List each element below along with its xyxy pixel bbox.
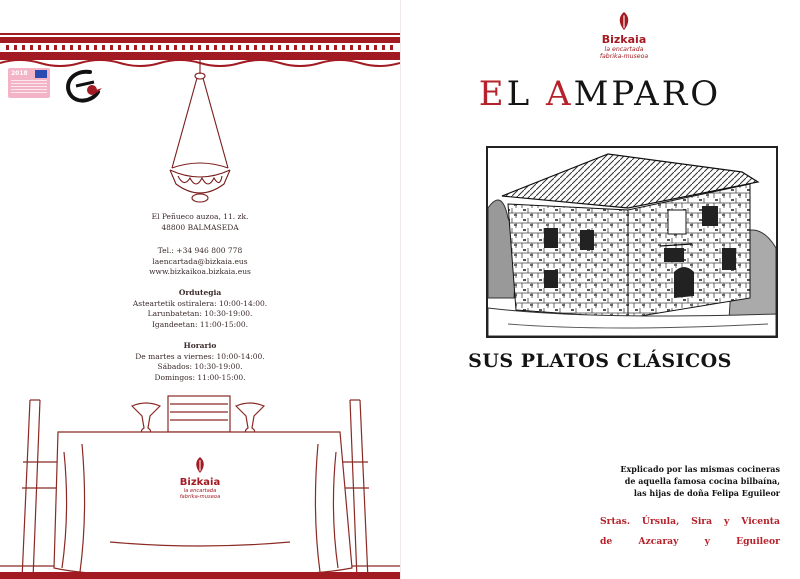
- hanging-lamp-illustration: [150, 60, 250, 210]
- schedule-line: Sábados: 10:30-19:00.: [157, 362, 243, 371]
- subtitle: SUS PLATOS CLÁSICOS: [468, 350, 732, 372]
- bizkaia-leaf-icon: [616, 12, 632, 30]
- explanation-line: de aquella famosa cocina bilbaína,: [624, 476, 780, 486]
- title-rest: L: [506, 74, 547, 114]
- badge-year: 2018: [11, 70, 28, 77]
- title-initial: A: [546, 74, 574, 114]
- website-link[interactable]: www.bizkaikoa.bizkaia.eus: [149, 267, 251, 276]
- logo-subtitle: fabrika-museoa: [599, 53, 649, 60]
- address-block: [100, 212, 300, 233]
- schedule-line: Igandeetan: 11:00-15:00.: [151, 319, 249, 329]
- bizkaia-logo-small: [170, 457, 230, 500]
- horario-block: [100, 341, 300, 383]
- title-initial: E: [478, 74, 507, 114]
- phone-number: Tel.: +34 946 800 778: [157, 246, 243, 255]
- house-illustration-frame: [486, 146, 778, 338]
- explanation-text: [600, 463, 780, 499]
- bizkaia-logo: [582, 12, 666, 60]
- eu-flag-icon: [35, 70, 47, 78]
- schedule-line: De martes a viernes: 10:00-14:00.: [135, 351, 265, 361]
- schedule-line: Larunbatetan: 10:30-19:00.: [147, 309, 253, 318]
- house-illustration: [488, 148, 776, 336]
- authors-text: [600, 512, 780, 552]
- logo-name: Bizkaia: [601, 33, 647, 46]
- address-line: El Peñueco auzoa, 11. zk.: [151, 212, 249, 221]
- address-line: 48800 BALMASEDA: [161, 222, 239, 232]
- email-link[interactable]: laencartada@bizkaia.eus: [152, 256, 248, 266]
- explanation-line: las hijas de doña Felipa Eguileor: [633, 488, 780, 498]
- logo-subtitle: la encartada: [604, 46, 644, 53]
- title-rest: MPARO: [573, 74, 722, 114]
- logo-name: Bizkaia: [179, 477, 221, 488]
- bird-emblem-icon: [60, 64, 104, 108]
- ordutegia-heading: Ordutegia: [178, 288, 222, 297]
- horario-heading: Horario: [183, 341, 217, 350]
- badge-text-lines: [11, 80, 47, 94]
- logo-subtitle: la encartada: [183, 488, 217, 494]
- schedule-line: Domingos: 11:00-15:00.: [154, 372, 246, 382]
- page-title: [400, 74, 800, 114]
- authors-line: Srtas. Úrsula, Sira y Vicenta: [600, 516, 780, 527]
- explanation-line: Explicado por las mismas cocineras: [620, 464, 780, 474]
- schedule-line: Asteartetik ostiralera: 10:00-14:00.: [132, 298, 268, 308]
- logo-subtitle: fabrika-museoa: [179, 494, 221, 500]
- bizkaia-leaf-icon: [193, 457, 207, 473]
- authors-line: de Azcaray y Eguileor: [600, 536, 780, 547]
- ordutegia-block: [100, 288, 300, 330]
- award-badge: [8, 68, 50, 98]
- contact-block: [100, 246, 300, 278]
